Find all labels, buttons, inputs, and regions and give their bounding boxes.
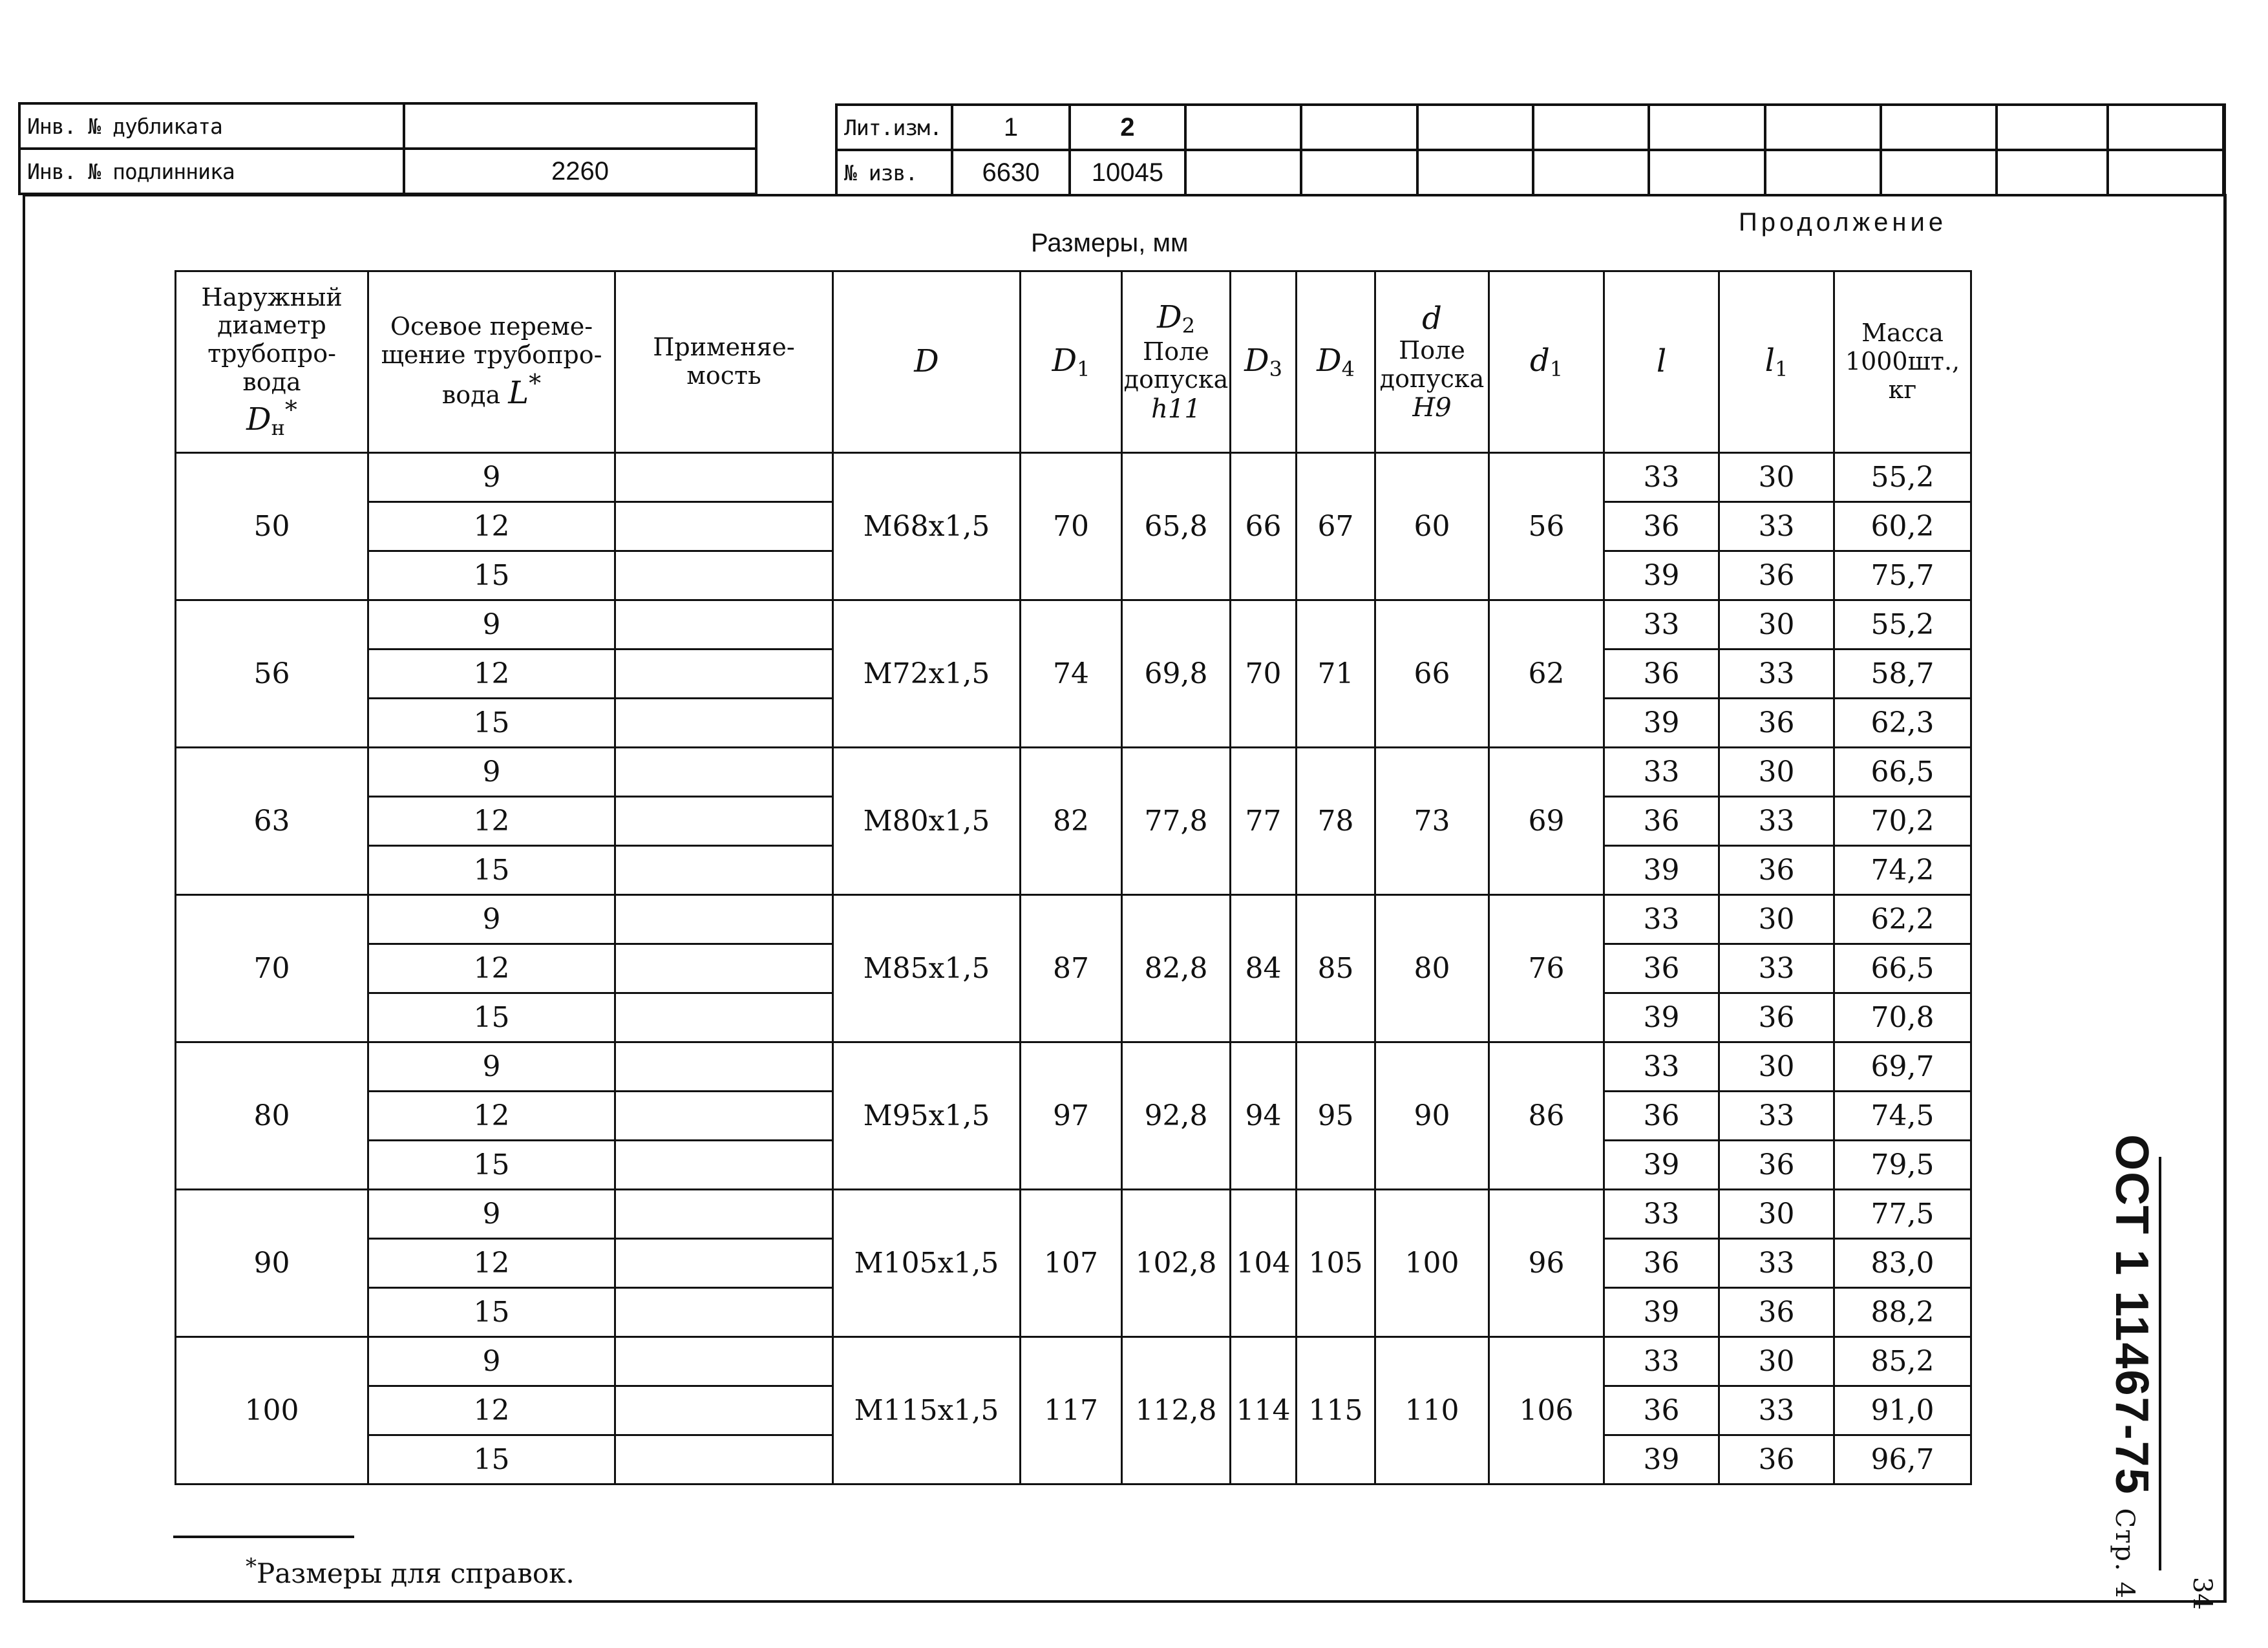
cell-D3: 94 bbox=[1231, 1042, 1297, 1190]
cell-axial-shift: 15 bbox=[368, 993, 615, 1042]
cell-D: M72x1,5 bbox=[833, 600, 1021, 748]
cell-mass: 88,2 bbox=[1834, 1288, 1971, 1337]
header-D2 bbox=[1122, 271, 1231, 453]
cell-l1: 30 bbox=[1719, 1042, 1834, 1092]
cell-applicability bbox=[615, 797, 833, 846]
footnote-rule bbox=[173, 1536, 354, 1538]
cell-applicability bbox=[615, 846, 833, 895]
cell-D4: 78 bbox=[1297, 748, 1375, 895]
cell-applicability bbox=[615, 551, 833, 600]
cell-mass: 60,2 bbox=[1834, 502, 1971, 551]
cell-D1: 70 bbox=[1021, 453, 1122, 600]
cell-d: 100 bbox=[1375, 1190, 1489, 1337]
cell-l1: 30 bbox=[1719, 600, 1834, 650]
cell-D4: 105 bbox=[1297, 1190, 1375, 1337]
header-d bbox=[1375, 271, 1489, 453]
header-mass: Масса 1000шт., кг bbox=[1834, 271, 1971, 453]
cell-applicability bbox=[615, 699, 833, 748]
cell-D1: 117 bbox=[1021, 1337, 1122, 1484]
cell-l1: 30 bbox=[1719, 1337, 1834, 1386]
table-row bbox=[176, 600, 1971, 650]
document-code-text: ОСТ 1 11467-75 bbox=[2106, 1134, 2157, 1495]
header-d-fit: H9 bbox=[1412, 393, 1452, 423]
cell-mass: 66,5 bbox=[1834, 944, 1971, 993]
cell-D: M95x1,5 bbox=[833, 1042, 1021, 1190]
symbol-D2-sub: 2 bbox=[1182, 313, 1195, 338]
cell-outer-diameter: 56 bbox=[176, 600, 368, 748]
continuation-label: Продолжение bbox=[1739, 208, 1947, 237]
cell-applicability bbox=[615, 1337, 833, 1386]
stamp-empty-cell bbox=[1997, 150, 2107, 195]
cell-l: 39 bbox=[1604, 551, 1719, 600]
cell-l: 39 bbox=[1604, 1288, 1719, 1337]
cell-mass: 91,0 bbox=[1834, 1386, 1971, 1435]
cell-l1: 30 bbox=[1719, 453, 1834, 502]
cell-mass: 83,0 bbox=[1834, 1239, 1971, 1288]
cell-mass: 74,5 bbox=[1834, 1092, 1971, 1141]
symbol-l1-sub: 1 bbox=[1775, 356, 1788, 381]
cell-D: M80x1,5 bbox=[833, 748, 1021, 895]
table-row bbox=[176, 748, 1971, 797]
cell-axial-shift: 15 bbox=[368, 551, 615, 600]
symbol-D3-sub: 3 bbox=[1269, 356, 1282, 381]
stamp-orig-label: Инв. № подлинника bbox=[19, 149, 404, 194]
stamp-empty-cell bbox=[1765, 105, 1881, 150]
cell-l: 36 bbox=[1604, 1092, 1719, 1141]
cell-applicability bbox=[615, 748, 833, 797]
cell-d1: 106 bbox=[1489, 1337, 1604, 1484]
cell-D1: 74 bbox=[1021, 600, 1122, 748]
cell-l: 33 bbox=[1604, 1190, 1719, 1239]
cell-l1: 30 bbox=[1719, 895, 1834, 944]
cell-applicability bbox=[615, 1092, 833, 1141]
cell-axial-shift: 12 bbox=[368, 1386, 615, 1435]
cell-applicability bbox=[615, 1190, 833, 1239]
symbol-L: L bbox=[508, 374, 529, 411]
cell-D1: 107 bbox=[1021, 1190, 1122, 1337]
cell-D3: 104 bbox=[1231, 1190, 1297, 1337]
header-outer-diameter-text: Наружный диаметр трубопро-вода bbox=[201, 282, 343, 396]
cell-l1: 33 bbox=[1719, 1239, 1834, 1288]
cell-applicability bbox=[615, 600, 833, 650]
cell-D3: 77 bbox=[1231, 748, 1297, 895]
cell-l: 33 bbox=[1604, 748, 1719, 797]
stamp-empty-cell bbox=[1765, 150, 1881, 195]
stamp-notice-2: 10045 bbox=[1070, 150, 1185, 195]
cell-axial-shift: 12 bbox=[368, 650, 615, 699]
stamp-empty-cell bbox=[1301, 105, 1417, 150]
stamp-left bbox=[18, 102, 758, 195]
cell-l1: 36 bbox=[1719, 1141, 1834, 1190]
stamp-empty-cell bbox=[1533, 150, 1649, 195]
document-code-block bbox=[2106, 1134, 2157, 1600]
cell-mass: 77,5 bbox=[1834, 1190, 1971, 1239]
cell-axial-shift: 15 bbox=[368, 1288, 615, 1337]
cell-l: 33 bbox=[1604, 453, 1719, 502]
cell-d: 66 bbox=[1375, 600, 1489, 748]
header-D1 bbox=[1021, 271, 1122, 453]
cell-D3: 114 bbox=[1231, 1337, 1297, 1484]
symbol-d: d bbox=[1422, 300, 1442, 337]
cell-l1: 33 bbox=[1719, 944, 1834, 993]
symbol-dn: D bbox=[246, 401, 271, 438]
cell-applicability bbox=[615, 993, 833, 1042]
header-d-tolerance: Поле допуска bbox=[1379, 335, 1485, 393]
cell-axial-shift: 15 bbox=[368, 699, 615, 748]
symbol-D4: D bbox=[1317, 342, 1342, 379]
cell-mass: 55,2 bbox=[1834, 453, 1971, 502]
cell-D2: 65,8 bbox=[1122, 453, 1231, 600]
cell-d: 110 bbox=[1375, 1337, 1489, 1484]
cell-D4: 85 bbox=[1297, 895, 1375, 1042]
cell-d: 73 bbox=[1375, 748, 1489, 895]
cell-axial-shift: 12 bbox=[368, 1239, 615, 1288]
stamp-empty-cell bbox=[2108, 105, 2223, 150]
table-row bbox=[176, 1190, 1971, 1239]
cell-mass: 66,5 bbox=[1834, 748, 1971, 797]
stamp-lit-label: Лит.изм. bbox=[836, 105, 952, 150]
cell-l: 33 bbox=[1604, 1337, 1719, 1386]
cell-applicability bbox=[615, 1042, 833, 1092]
dimensions-table bbox=[175, 270, 1972, 1485]
symbol-l: l bbox=[1656, 343, 1667, 380]
header-axial-shift-text: Осевое переме-щение трубопро-вода bbox=[381, 312, 602, 409]
cell-applicability bbox=[615, 1141, 833, 1190]
header-applicability: Применяе-мость bbox=[615, 271, 833, 453]
cell-D2: 82,8 bbox=[1122, 895, 1231, 1042]
stamp-notice-label: № изв. bbox=[836, 150, 952, 195]
stamp-right bbox=[835, 103, 2225, 196]
stamp-empty-cell bbox=[1417, 150, 1533, 195]
cell-D: M68x1,5 bbox=[833, 453, 1021, 600]
cell-d1: 56 bbox=[1489, 453, 1604, 600]
cell-d: 80 bbox=[1375, 895, 1489, 1042]
cell-d1: 62 bbox=[1489, 600, 1604, 748]
cell-mass: 62,2 bbox=[1834, 895, 1971, 944]
stamp-empty-cell bbox=[1881, 105, 1997, 150]
stamp-empty-cell bbox=[2108, 150, 2223, 195]
symbol-dn-sub: н bbox=[271, 416, 285, 441]
cell-axial-shift: 12 bbox=[368, 944, 615, 993]
cell-l: 39 bbox=[1604, 846, 1719, 895]
cell-l1: 33 bbox=[1719, 1386, 1834, 1435]
cell-outer-diameter: 70 bbox=[176, 895, 368, 1042]
table-header-row bbox=[176, 271, 1971, 453]
cell-l1: 33 bbox=[1719, 1092, 1834, 1141]
cell-l: 39 bbox=[1604, 1141, 1719, 1190]
cell-D4: 115 bbox=[1297, 1337, 1375, 1484]
stamp-empty-cell bbox=[1185, 150, 1301, 195]
symbol-D1: D bbox=[1052, 342, 1077, 379]
symbol-D1-sub: 1 bbox=[1077, 356, 1090, 381]
cell-axial-shift: 9 bbox=[368, 1042, 615, 1092]
cell-l1: 36 bbox=[1719, 699, 1834, 748]
cell-l1: 36 bbox=[1719, 551, 1834, 600]
symbol-D2: D bbox=[1157, 299, 1182, 335]
symbol-D4-sub: 4 bbox=[1341, 356, 1355, 381]
cell-D2: 92,8 bbox=[1122, 1042, 1231, 1190]
cell-D4: 67 bbox=[1297, 453, 1375, 600]
stamp-empty-cell bbox=[1997, 105, 2107, 150]
cell-d: 60 bbox=[1375, 453, 1489, 600]
cell-D: M105x1,5 bbox=[833, 1190, 1021, 1337]
table-row bbox=[176, 1337, 1971, 1386]
cell-axial-shift: 15 bbox=[368, 1435, 615, 1484]
cell-d1: 76 bbox=[1489, 895, 1604, 1042]
cell-axial-shift: 9 bbox=[368, 453, 615, 502]
cell-axial-shift: 12 bbox=[368, 797, 615, 846]
header-d1 bbox=[1489, 271, 1604, 453]
cell-D3: 66 bbox=[1231, 453, 1297, 600]
cell-mass: 96,7 bbox=[1834, 1435, 1971, 1484]
table-row bbox=[176, 1042, 1971, 1092]
stamp-empty-cell bbox=[1881, 150, 1997, 195]
cell-applicability bbox=[615, 650, 833, 699]
cell-l: 39 bbox=[1604, 699, 1719, 748]
cell-outer-diameter: 100 bbox=[176, 1337, 368, 1484]
stamp-empty-cell bbox=[1301, 150, 1417, 195]
cell-axial-shift: 9 bbox=[368, 600, 615, 650]
cell-applicability bbox=[615, 1239, 833, 1288]
cell-axial-shift: 9 bbox=[368, 748, 615, 797]
cell-d1: 96 bbox=[1489, 1190, 1604, 1337]
stamp-dup-value bbox=[404, 103, 756, 149]
asterisk-mark: * bbox=[284, 396, 297, 425]
cell-l: 39 bbox=[1604, 1435, 1719, 1484]
cell-l1: 33 bbox=[1719, 797, 1834, 846]
cell-l1: 33 bbox=[1719, 650, 1834, 699]
cell-applicability bbox=[615, 1386, 833, 1435]
dimensions-caption: Размеры, мм bbox=[1031, 229, 1189, 257]
cell-l: 33 bbox=[1604, 895, 1719, 944]
cell-axial-shift: 15 bbox=[368, 1141, 615, 1190]
stamp-dup-label: Инв. № дубликата bbox=[19, 103, 404, 149]
stamp-empty-cell bbox=[1417, 105, 1533, 150]
table-body bbox=[176, 453, 1971, 1484]
cell-d1: 69 bbox=[1489, 748, 1604, 895]
cell-l1: 30 bbox=[1719, 1190, 1834, 1239]
cell-outer-diameter: 50 bbox=[176, 453, 368, 600]
document-code-rule bbox=[2159, 1157, 2161, 1570]
cell-axial-shift: 15 bbox=[368, 846, 615, 895]
header-outer-diameter bbox=[176, 271, 368, 453]
cell-applicability bbox=[615, 502, 833, 551]
header-D bbox=[833, 271, 1021, 453]
cell-axial-shift: 9 bbox=[368, 895, 615, 944]
cell-D: M115x1,5 bbox=[833, 1337, 1021, 1484]
cell-mass: 85,2 bbox=[1834, 1337, 1971, 1386]
cell-l1: 33 bbox=[1719, 502, 1834, 551]
cell-l: 36 bbox=[1604, 502, 1719, 551]
stamp-orig-value: 2260 bbox=[404, 149, 756, 194]
cell-mass: 62,3 bbox=[1834, 699, 1971, 748]
cell-l: 33 bbox=[1604, 600, 1719, 650]
header-l1 bbox=[1719, 271, 1834, 453]
cell-l: 33 bbox=[1604, 1042, 1719, 1092]
cell-applicability bbox=[615, 895, 833, 944]
cell-mass: 55,2 bbox=[1834, 600, 1971, 650]
cell-D4: 71 bbox=[1297, 600, 1375, 748]
stamp-empty-cell bbox=[1185, 105, 1301, 150]
stamp-empty-cell bbox=[1533, 105, 1649, 150]
cell-mass: 70,8 bbox=[1834, 993, 1971, 1042]
header-l bbox=[1604, 271, 1719, 453]
header-D2-tolerance: Поле допуска bbox=[1123, 337, 1229, 394]
cell-D4: 95 bbox=[1297, 1042, 1375, 1190]
cell-d: 90 bbox=[1375, 1042, 1489, 1190]
stamp-lit-1: 1 bbox=[952, 105, 1069, 150]
stamp-empty-cell bbox=[1649, 105, 1765, 150]
sheet-number: 34 bbox=[2187, 1577, 2217, 1610]
cell-l: 39 bbox=[1604, 993, 1719, 1042]
cell-applicability bbox=[615, 453, 833, 502]
stamp-lit-2: 2 bbox=[1070, 105, 1185, 150]
symbol-D: D bbox=[914, 343, 939, 380]
cell-axial-shift: 12 bbox=[368, 1092, 615, 1141]
symbol-d1: d bbox=[1529, 342, 1550, 379]
header-axial-shift bbox=[368, 271, 615, 453]
symbol-l1: l bbox=[1765, 342, 1775, 379]
footnote bbox=[246, 1554, 575, 1589]
page-label: Стр. 4 bbox=[2110, 1508, 2139, 1600]
cell-applicability bbox=[615, 944, 833, 993]
cell-D2: 102,8 bbox=[1122, 1190, 1231, 1337]
cell-D3: 70 bbox=[1231, 600, 1297, 748]
cell-l: 36 bbox=[1604, 797, 1719, 846]
cell-axial-shift: 12 bbox=[368, 502, 615, 551]
cell-axial-shift: 9 bbox=[368, 1190, 615, 1239]
symbol-d1-sub: 1 bbox=[1549, 356, 1563, 381]
cell-l: 36 bbox=[1604, 1386, 1719, 1435]
cell-D3: 84 bbox=[1231, 895, 1297, 1042]
table-row bbox=[176, 895, 1971, 944]
cell-mass: 70,2 bbox=[1834, 797, 1971, 846]
cell-outer-diameter: 63 bbox=[176, 748, 368, 895]
cell-mass: 74,2 bbox=[1834, 846, 1971, 895]
cell-l: 36 bbox=[1604, 650, 1719, 699]
header-D2-fit: h11 bbox=[1151, 394, 1201, 425]
cell-l1: 36 bbox=[1719, 1288, 1834, 1337]
cell-D1: 97 bbox=[1021, 1042, 1122, 1190]
cell-D1: 82 bbox=[1021, 748, 1122, 895]
symbol-D3: D bbox=[1244, 342, 1269, 379]
cell-D: M85x1,5 bbox=[833, 895, 1021, 1042]
cell-mass: 69,7 bbox=[1834, 1042, 1971, 1092]
asterisk-mark: * bbox=[529, 368, 542, 397]
cell-l: 36 bbox=[1604, 944, 1719, 993]
cell-outer-diameter: 80 bbox=[176, 1042, 368, 1190]
page-right-border bbox=[2223, 103, 2226, 1603]
footnote-mark: * bbox=[246, 1554, 257, 1579]
cell-applicability bbox=[615, 1435, 833, 1484]
cell-l1: 36 bbox=[1719, 1435, 1834, 1484]
cell-mass: 75,7 bbox=[1834, 551, 1971, 600]
cell-applicability bbox=[615, 1288, 833, 1337]
cell-D2: 112,8 bbox=[1122, 1337, 1231, 1484]
cell-l1: 36 bbox=[1719, 993, 1834, 1042]
stamp-notice-1: 6630 bbox=[952, 150, 1069, 195]
cell-axial-shift: 9 bbox=[368, 1337, 615, 1386]
header-D4 bbox=[1297, 271, 1375, 453]
cell-D2: 77,8 bbox=[1122, 748, 1231, 895]
footnote-text: Размеры для справок. bbox=[257, 1558, 575, 1589]
table-row bbox=[176, 453, 1971, 502]
cell-mass: 58,7 bbox=[1834, 650, 1971, 699]
cell-l1: 30 bbox=[1719, 748, 1834, 797]
stamp-empty-cell bbox=[1649, 150, 1765, 195]
cell-d1: 86 bbox=[1489, 1042, 1604, 1190]
cell-D2: 69,8 bbox=[1122, 600, 1231, 748]
cell-outer-diameter: 90 bbox=[176, 1190, 368, 1337]
document-code bbox=[2105, 1134, 2158, 1600]
cell-l1: 36 bbox=[1719, 846, 1834, 895]
header-D3 bbox=[1231, 271, 1297, 453]
cell-l: 36 bbox=[1604, 1239, 1719, 1288]
cell-D1: 87 bbox=[1021, 895, 1122, 1042]
cell-mass: 79,5 bbox=[1834, 1141, 1971, 1190]
